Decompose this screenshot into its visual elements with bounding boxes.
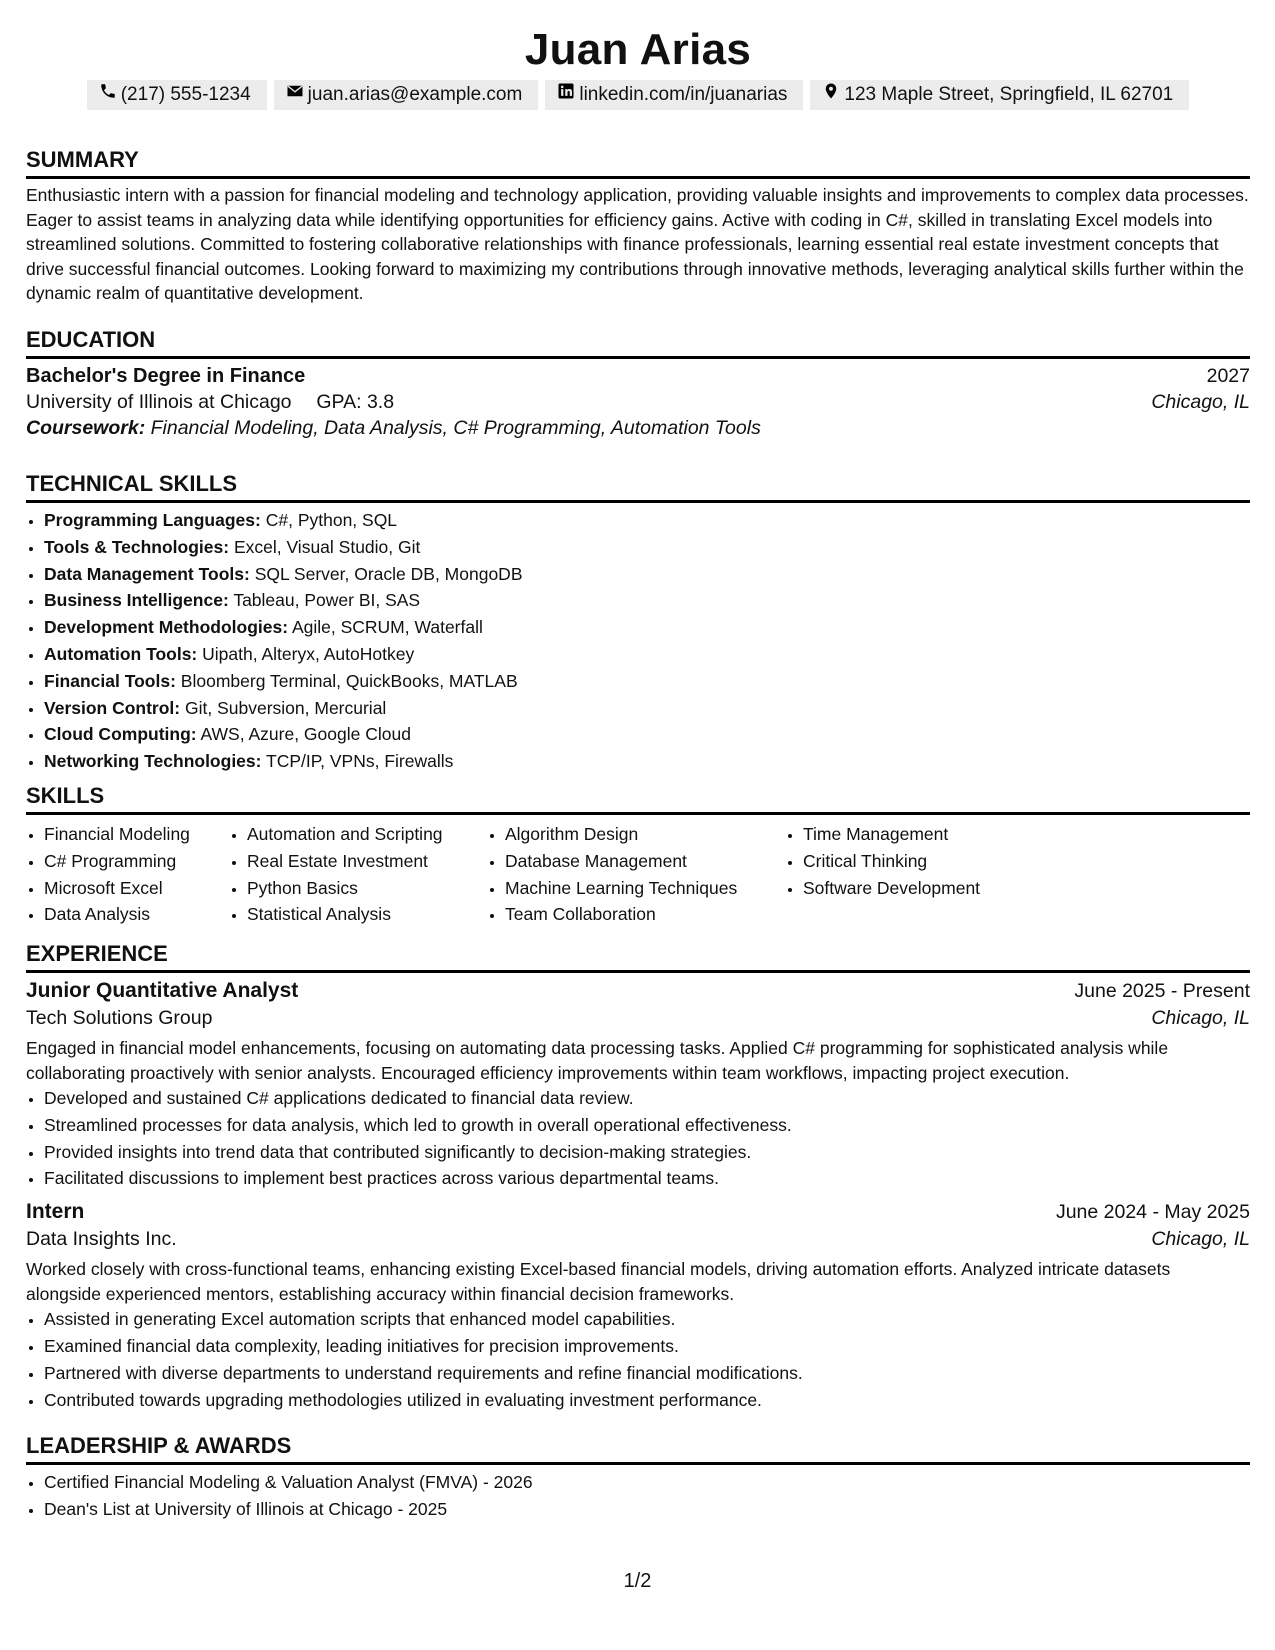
technical-skills-section — [26, 470, 1250, 775]
job-title: Intern — [26, 1200, 85, 1224]
leadership-section — [26, 1432, 1250, 1523]
list-item: • Financial Modeling — [44, 821, 229, 848]
job-description: Worked closely with cross-functional teams, enhancing existing Excel-based financial models, driving automation efforts. Analyzed intricate datasets alongside experienced mentors, establishing accuracy within financial decision frameworks. — [26, 1259, 1171, 1304]
technical-skills-list — [26, 507, 1250, 775]
list-item: • Real Estate Investment — [247, 848, 487, 875]
list-item: • Version Control: Git, Subversion, Mercurial — [44, 695, 1250, 722]
list-item: • Software Development — [803, 875, 1103, 902]
list-item: • Database Management — [505, 848, 785, 875]
coursework — [26, 417, 1250, 440]
envelope-icon — [286, 80, 304, 110]
job-entry — [26, 979, 1250, 1192]
name-heading: Juan Arias — [524, 25, 752, 74]
list-item: • Data Analysis — [44, 901, 229, 928]
list-item: • Data Management Tools: SQL Server, Oracle DB, MongoDB — [44, 561, 1250, 588]
list-item: • Assisted in generating Excel automation scripts that enhanced model capabilities. — [44, 1306, 1250, 1333]
coursework-list: Financial Modeling, Data Analysis, C# Programming, Automation Tools — [150, 417, 761, 439]
experience-title: EXPERIENCE — [26, 940, 1250, 973]
list-item: • Development Methodologies: Agile, SCRUM, Waterfall — [44, 614, 1250, 641]
summary-title: SUMMARY — [26, 146, 1250, 179]
list-item: • Developed and sustained C# applications dedicated to financial data review. — [44, 1085, 1250, 1112]
list-item: • Dean's List at University of Illinois at Chicago - 2025 — [44, 1496, 1250, 1523]
experience-section — [26, 940, 1250, 1413]
address-chip[interactable] — [810, 80, 1189, 110]
contact-bar — [26, 80, 1250, 110]
list-item: • Automation and Scripting — [247, 821, 487, 848]
list-item: • Python Basics — [247, 875, 487, 902]
job-bullets — [26, 1306, 1250, 1413]
company-name: Data Insights Inc. — [26, 1228, 177, 1251]
job-title: Junior Quantitative Analyst — [26, 979, 299, 1002]
school-name: University of Illinois at Chicago — [26, 391, 292, 413]
linkedin-icon — [557, 80, 575, 110]
list-item: • Time Management — [803, 821, 1103, 848]
skills-title: SKILLS — [26, 782, 1250, 815]
list-item: • Cloud Computing: AWS, Azure, Google Cloud — [44, 721, 1250, 748]
address-text: 123 Maple Street, Springfield, IL 62701 — [844, 84, 1174, 105]
skills-section — [26, 782, 1250, 928]
degree: Bachelor's Degree in Finance — [26, 365, 306, 387]
list-item: • Streamlined processes for data analysis, which led to growth in overall operational effectiveness. — [44, 1112, 1250, 1139]
leadership-title: LEADERSHIP & AWARDS — [26, 1432, 1250, 1465]
graduation-year: 2027 — [1206, 365, 1250, 387]
list-item: • Algorithm Design — [505, 821, 785, 848]
email-chip[interactable] — [274, 80, 539, 110]
list-item: • Team Collaboration — [505, 901, 785, 928]
page-number: 1/2 — [623, 1570, 652, 1592]
summary-section — [26, 146, 1250, 306]
map-pin-icon — [822, 80, 840, 110]
phone-chip[interactable] — [87, 80, 267, 110]
company-name: Tech Solutions Group — [26, 1007, 213, 1029]
job-description: Engaged in financial model enhancements, focusing on automating data processing tasks. Applied C# programming for sophisticated analysis while collaborating proactively with senior analysts. Encouraged efficiency improvements within team workflows, impacting project execution. — [26, 1038, 1169, 1083]
list-item: • Contributed towards upgrading methodologies utilized in evaluating investment performance. — [44, 1387, 1250, 1414]
list-item: • C# Programming — [44, 848, 229, 875]
job-bullets — [26, 1085, 1250, 1192]
email-text: juan.arias@example.com — [307, 84, 523, 105]
list-item: • Critical Thinking — [803, 848, 1103, 875]
skills-grid — [26, 821, 1250, 928]
education-title: EDUCATION — [26, 326, 1250, 359]
list-item: • Machine Learning Techniques — [505, 875, 785, 902]
technical-skills-title: TECHNICAL SKILLS — [26, 470, 1250, 503]
list-item: • Examined financial data complexity, leading initiatives for precision improvements. — [44, 1333, 1250, 1360]
linkedin-chip[interactable] — [545, 80, 803, 110]
phone-icon — [99, 80, 117, 110]
resume-page — [26, 0, 1250, 1519]
summary-text: Enthusiastic intern with a passion for financial modeling and technology application, providing valuable insights and improvements to complex data processes. Eager to assist teams in analyzing data while identifying opportunities for efficiency gains. Active with coding in C#, skilled in translating Excel models into streamlined solutions. Committed to fostering collaborative relationships with finance professionals, learning essential real estate investment concepts that drive successful financial outcomes. Looking forward to maximizing my contributions through innovative methods, leveraging analytical skills further within the dynamic realm of quantitative development. — [26, 185, 1249, 303]
education-section — [26, 326, 1250, 440]
gpa: GPA: 3.8 — [316, 391, 395, 413]
list-item: • Business Intelligence: Tableau, Power BI, SAS — [44, 587, 1250, 614]
list-item: • Provided insights into trend data that contributed significantly to decision-making strategies. — [44, 1139, 1250, 1166]
list-item: • Networking Technologies: TCP/IP, VPNs, Firewalls — [44, 748, 1250, 775]
job-dates: June 2025 - Present — [1074, 980, 1250, 1002]
school-location: Chicago, IL — [1151, 391, 1250, 413]
coursework-label: Coursework: — [26, 417, 146, 439]
leadership-list — [26, 1469, 1250, 1523]
list-item: • Financial Tools: Bloomberg Terminal, QuickBooks, MATLAB — [44, 668, 1250, 695]
list-item: • Partnered with diverse departments to understand requirements and refine financial modifications. — [44, 1360, 1250, 1387]
list-item: • Microsoft Excel — [44, 875, 229, 902]
job-location: Chicago, IL — [1151, 1007, 1250, 1029]
list-item: • Certified Financial Modeling & Valuation Analyst (FMVA) - 2026 — [44, 1469, 1250, 1496]
list-item: • Automation Tools: Uipath, Alteryx, AutoHotkey — [44, 641, 1250, 668]
list-item: • Statistical Analysis — [247, 901, 487, 928]
list-item: • Facilitated discussions to implement best practices across various departmental teams. — [44, 1165, 1250, 1192]
job-entry — [26, 1200, 1250, 1413]
job-dates: June 2024 - May 2025 — [1055, 1201, 1250, 1224]
list-item: • Programming Languages: C#, Python, SQL — [44, 507, 1250, 534]
linkedin-text: linkedin.com/in/juanarias — [579, 84, 788, 105]
job-location: Chicago, IL — [1151, 1228, 1250, 1251]
list-item: • Tools & Technologies: Excel, Visual Studio, Git — [44, 534, 1250, 561]
phone-text: (217) 555-1234 — [120, 84, 251, 105]
